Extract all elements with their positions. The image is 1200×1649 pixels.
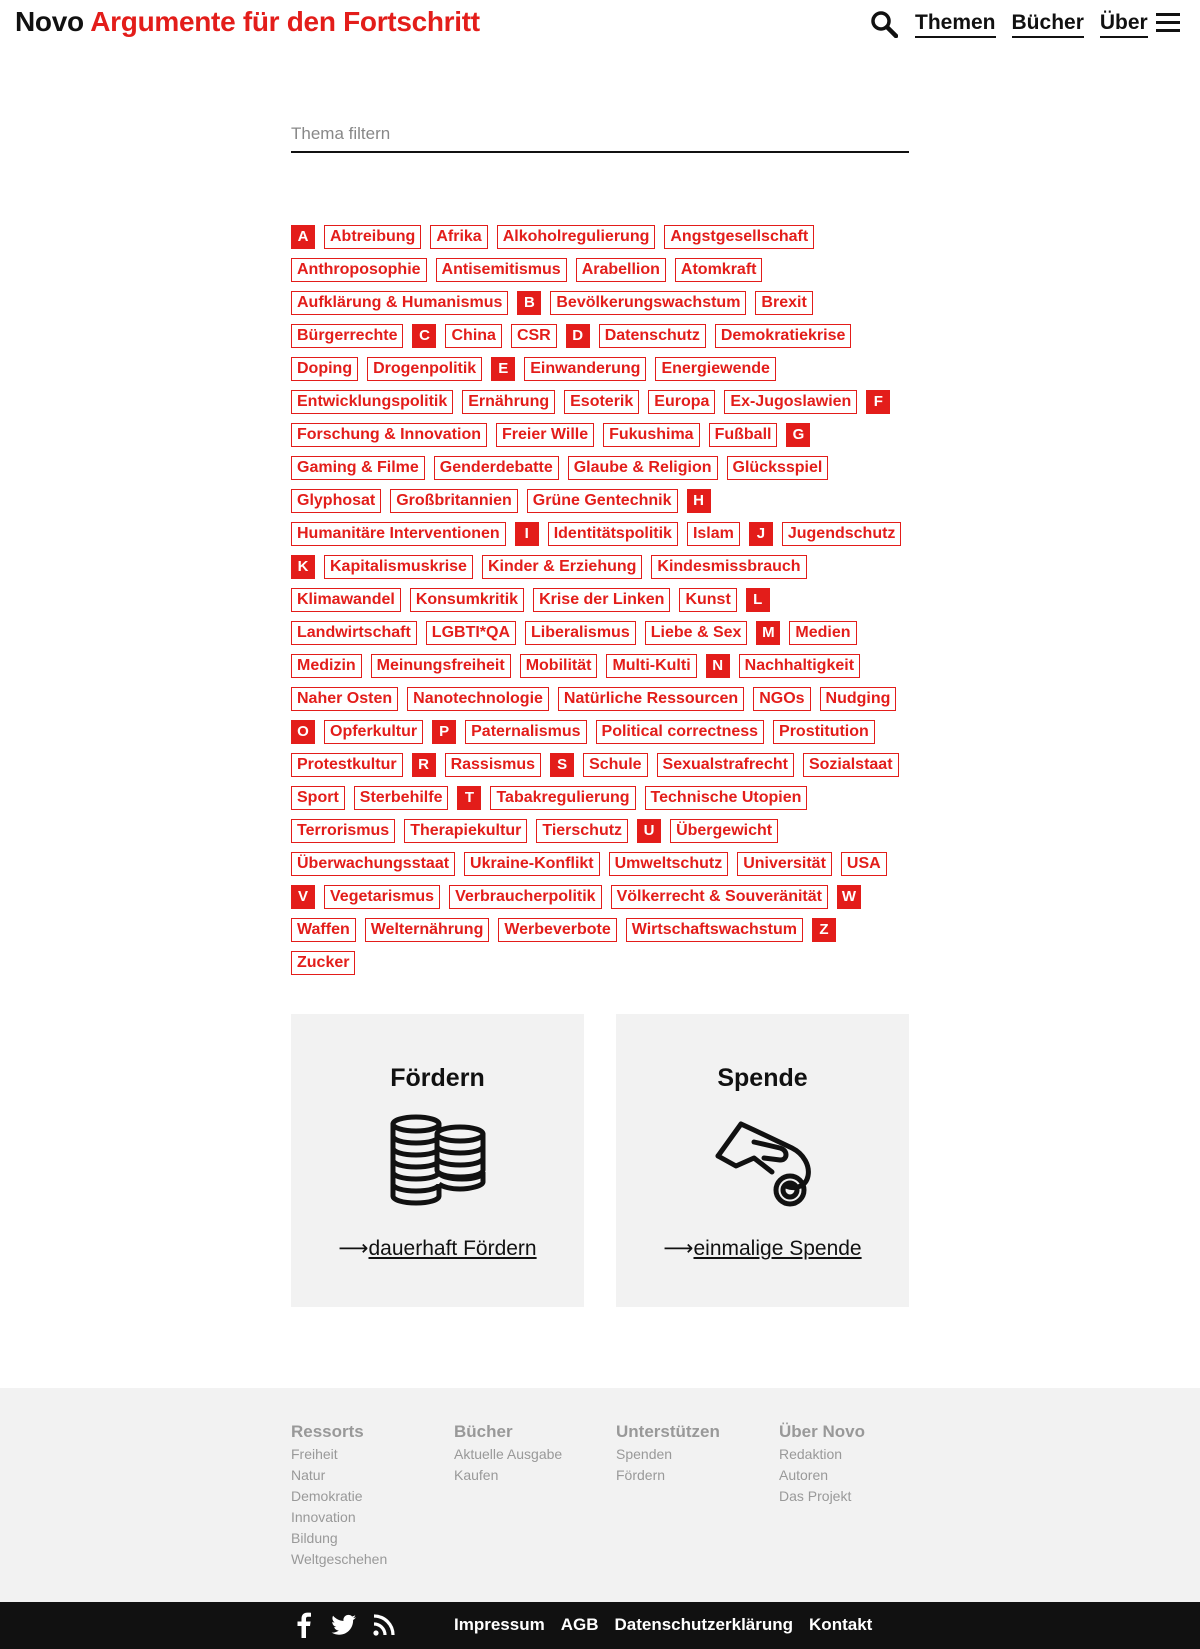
- topic-tag[interactable]: Political correctness: [596, 720, 765, 744]
- spende-cta: [616, 1236, 909, 1261]
- topic-tag[interactable]: Bevölkerungswachstum: [550, 291, 746, 315]
- topic-tag[interactable]: Großbritannien: [390, 489, 518, 513]
- topic-tag[interactable]: Nudging: [820, 687, 897, 711]
- rss-icon[interactable]: [371, 1612, 397, 1638]
- logo-brand: Novo: [15, 6, 84, 37]
- topic-tag[interactable]: Konsumkritik: [410, 588, 524, 612]
- topic-tag[interactable]: Opferkultur: [324, 720, 423, 744]
- twitter-icon[interactable]: [331, 1612, 357, 1638]
- search-icon[interactable]: [870, 10, 898, 38]
- letter-badge: V: [291, 885, 315, 909]
- topic-tag[interactable]: Europa: [648, 390, 715, 414]
- topic-tag[interactable]: Brexit: [755, 291, 812, 315]
- support-section: [291, 1014, 909, 1307]
- topic-tag[interactable]: Islam: [687, 522, 740, 546]
- letter-badge: N: [706, 654, 730, 678]
- topic-tag[interactable]: Angstgesellschaft: [664, 225, 814, 249]
- footer-col-title: Über Novo: [779, 1422, 865, 1441]
- footer-col-unterstuetzen: [616, 1422, 776, 1486]
- topic-tag[interactable]: Nachhaltigkeit: [739, 654, 860, 678]
- topic-tag[interactable]: Afrika: [430, 225, 487, 249]
- topic-tag[interactable]: Meinungsfreiheit: [371, 654, 511, 678]
- topic-tag[interactable]: Wirtschaftswachstum: [626, 918, 803, 942]
- footer-col-ressorts: [291, 1422, 451, 1570]
- letter-badge: D: [566, 324, 590, 348]
- topic-tag[interactable]: Universität: [737, 852, 832, 876]
- facebook-icon[interactable]: [291, 1612, 317, 1638]
- topic-tag[interactable]: Anthroposophie: [291, 258, 427, 282]
- topic-filter-input[interactable]: [291, 117, 909, 153]
- topic-tag[interactable]: Liebe & Sex: [645, 621, 748, 645]
- topic-tag[interactable]: Ukraine-Konflikt: [464, 852, 600, 876]
- footer-col-title: Ressorts: [291, 1422, 364, 1441]
- footer-link[interactable]: Autoren: [779, 1467, 829, 1483]
- topic-tag[interactable]: Sport: [291, 786, 345, 810]
- topic-tag[interactable]: Grüne Gentechnik: [527, 489, 678, 513]
- topic-tag[interactable]: Völkerrecht & Souveränität: [611, 885, 828, 909]
- topic-tag[interactable]: Fukushima: [603, 423, 699, 447]
- topic-tag[interactable]: Esoterik: [564, 390, 639, 414]
- letter-badge: L: [746, 588, 770, 612]
- topic-tag[interactable]: CSR: [511, 324, 557, 348]
- topic-tag[interactable]: Doping: [291, 357, 358, 381]
- topic-tag[interactable]: Einwanderung: [524, 357, 646, 381]
- footer-link[interactable]: Innovation: [291, 1509, 356, 1525]
- footer-link[interactable]: Aktuelle Ausgabe: [454, 1446, 563, 1462]
- letter-badge: T: [457, 786, 481, 810]
- arrow-right-icon: ⟶: [663, 1237, 694, 1260]
- letter-badge: B: [517, 291, 541, 315]
- topic-tag[interactable]: Liberalismus: [525, 621, 636, 645]
- letter-badge: H: [687, 489, 711, 513]
- topic-tag[interactable]: Landwirtschaft: [291, 621, 417, 645]
- kontakt-link[interactable]: Kontakt: [809, 1615, 873, 1634]
- topic-tag[interactable]: Identitätspolitik: [548, 522, 678, 546]
- topic-tag[interactable]: Aufklärung & Humanismus: [291, 291, 508, 315]
- spende-box: [616, 1014, 909, 1307]
- letter-badge: G: [786, 423, 810, 447]
- letter-badge: R: [412, 753, 436, 777]
- letter-badge: O: [291, 720, 315, 744]
- topic-tag[interactable]: Umweltschutz: [609, 852, 729, 876]
- topic-tag[interactable]: Humanitäre Interventionen: [291, 522, 506, 546]
- topic-tag[interactable]: Freier Wille: [496, 423, 594, 447]
- topic-tag[interactable]: Antisemitismus: [436, 258, 567, 282]
- topic-tag[interactable]: Atomkraft: [675, 258, 763, 282]
- topic-tag[interactable]: Demokratiekrise: [715, 324, 852, 348]
- topic-tag[interactable]: Paternalismus: [465, 720, 586, 744]
- topic-tag[interactable]: Naher Osten: [291, 687, 398, 711]
- site-logo[interactable]: [15, 6, 480, 38]
- topic-tag[interactable]: Rassismus: [445, 753, 542, 777]
- letter-badge: I: [515, 522, 539, 546]
- letter-badge: F: [866, 390, 890, 414]
- topic-tag[interactable]: Waffen: [291, 918, 356, 942]
- letter-badge: E: [491, 357, 515, 381]
- footer-link[interactable]: Spenden: [616, 1446, 673, 1462]
- topic-tag[interactable]: Schule: [583, 753, 647, 777]
- foerdern-cta: [291, 1236, 584, 1261]
- topic-tag[interactable]: Jugendschutz: [782, 522, 902, 546]
- topic-tag[interactable]: NGOs: [753, 687, 810, 711]
- social-links: [291, 1612, 397, 1638]
- site-header: [0, 0, 1200, 48]
- main-nav: [915, 10, 1148, 38]
- topic-tag[interactable]: Multi-Kulti: [606, 654, 696, 678]
- footer-link[interactable]: Weltgeschehen: [291, 1551, 388, 1567]
- topic-tag[interactable]: Fußball: [709, 423, 778, 447]
- topic-tag[interactable]: LGBTI*QA: [426, 621, 516, 645]
- letter-badge: W: [837, 885, 861, 909]
- topic-tag[interactable]: Medien: [789, 621, 856, 645]
- topic-tag[interactable]: Gaming & Filme: [291, 456, 425, 480]
- footer-link[interactable]: Redaktion: [779, 1446, 843, 1462]
- topic-tag[interactable]: Alkoholregulierung: [497, 225, 656, 249]
- footer-link[interactable]: Freiheit: [291, 1446, 338, 1462]
- topic-tag[interactable]: Zucker: [291, 951, 355, 975]
- topic-tag[interactable]: Terrorismus: [291, 819, 395, 843]
- topic-tag[interactable]: Tierschutz: [536, 819, 628, 843]
- letter-badge: Z: [812, 918, 836, 942]
- topic-tag[interactable]: Medizin: [291, 654, 362, 678]
- footer-link[interactable]: Das Projekt: [779, 1488, 852, 1504]
- topic-tag[interactable]: China: [445, 324, 501, 348]
- topic-tag[interactable]: Arabellion: [576, 258, 666, 282]
- footer-col-title: Unterstützen: [616, 1422, 720, 1441]
- topic-tag[interactable]: Protestkultur: [291, 753, 403, 777]
- dauerhaft-foerdern-link[interactable]: dauerhaft Fördern: [368, 1237, 537, 1260]
- topic-tag[interactable]: Kunst: [679, 588, 736, 612]
- legal-links: [454, 1615, 872, 1635]
- nav-ueber[interactable]: Über: [1100, 10, 1148, 38]
- letter-badge: S: [550, 753, 574, 777]
- topic-tag[interactable]: Glyphosat: [291, 489, 381, 513]
- topic-tag[interactable]: Prostitution: [773, 720, 875, 744]
- topic-tag[interactable]: Technische Utopien: [645, 786, 808, 810]
- logo-tagline: Argumente für den Fortschritt: [90, 6, 480, 37]
- topic-tag[interactable]: Tabakregulierung: [490, 786, 635, 810]
- arrow-right-icon: ⟶: [338, 1237, 369, 1260]
- topic-tag[interactable]: Sterbehilfe: [354, 786, 449, 810]
- footer-bottom-bar: [0, 1602, 1200, 1649]
- agb-link[interactable]: AGB: [560, 1615, 599, 1634]
- topic-tag[interactable]: Forschung & Innovation: [291, 423, 487, 447]
- topic-tag[interactable]: Glücksspiel: [727, 456, 829, 480]
- topic-tag[interactable]: Krise der Linken: [533, 588, 670, 612]
- topic-tag[interactable]: Werbeverbote: [498, 918, 616, 942]
- topic-tag[interactable]: Natürliche Ressourcen: [558, 687, 744, 711]
- topic-tag[interactable]: Abtreibung: [324, 225, 421, 249]
- site-footer: [0, 1388, 1200, 1602]
- topic-tag[interactable]: Glaube & Religion: [568, 456, 718, 480]
- hand-coin-icon: [714, 1114, 812, 1212]
- impressum-link[interactable]: Impressum: [454, 1615, 545, 1634]
- topic-tag[interactable]: Vegetarismus: [324, 885, 440, 909]
- footer-link[interactable]: Natur: [291, 1467, 326, 1483]
- topic-list: [291, 225, 911, 984]
- letter-badge: K: [291, 555, 315, 579]
- letter-badge: P: [432, 720, 456, 744]
- topic-tag[interactable]: Sozialstaat: [803, 753, 899, 777]
- footer-col-ueber-novo: [779, 1422, 939, 1507]
- footer-link[interactable]: Kaufen: [454, 1467, 499, 1483]
- topic-tag[interactable]: Kinder & Erziehung: [482, 555, 642, 579]
- footer-link[interactable]: Bildung: [291, 1530, 338, 1546]
- topic-tag[interactable]: Mobilität: [520, 654, 598, 678]
- topic-tag[interactable]: Energiewende: [655, 357, 775, 381]
- footer-col-title: Bücher: [454, 1422, 513, 1441]
- topic-tag[interactable]: USA: [841, 852, 887, 876]
- topic-tag[interactable]: Überwachungsstaat: [291, 852, 455, 876]
- footer-col-buecher: [454, 1422, 614, 1486]
- foerdern-box: [291, 1014, 584, 1307]
- topic-tag[interactable]: Ex-Jugoslawien: [724, 390, 857, 414]
- letter-badge: M: [756, 621, 780, 645]
- topic-tag[interactable]: Bürgerrechte: [291, 324, 403, 348]
- letter-badge: C: [412, 324, 436, 348]
- topic-tag[interactable]: Verbraucherpolitik: [449, 885, 602, 909]
- foerdern-title: Fördern: [390, 1064, 485, 1092]
- coins-icon: [389, 1114, 487, 1212]
- hamburger-menu-icon[interactable]: [1156, 13, 1180, 33]
- topic-tag[interactable]: Therapiekultur: [404, 819, 527, 843]
- topic-tag[interactable]: Entwicklungspolitik: [291, 390, 453, 414]
- letter-badge: U: [637, 819, 661, 843]
- topic-tag[interactable]: Klimawandel: [291, 588, 401, 612]
- nav-themen[interactable]: Themen: [915, 10, 996, 38]
- footer-link[interactable]: Fördern: [616, 1467, 666, 1483]
- topic-tag[interactable]: Ernährung: [462, 390, 555, 414]
- topic-tag[interactable]: Kapitalismuskrise: [324, 555, 473, 579]
- letter-badge: A: [291, 225, 315, 249]
- einmalige-spende-link[interactable]: einmalige Spende: [693, 1237, 862, 1260]
- footer-link[interactable]: Demokratie: [291, 1488, 363, 1504]
- topic-tag[interactable]: Genderdebatte: [434, 456, 559, 480]
- letter-badge: J: [749, 522, 773, 546]
- topic-tag[interactable]: Sexualstrafrecht: [657, 753, 794, 777]
- topic-tag[interactable]: Drogenpolitik: [367, 357, 482, 381]
- topic-tag[interactable]: Kindesmissbrauch: [651, 555, 806, 579]
- topic-tag[interactable]: Übergewicht: [670, 819, 778, 843]
- topic-tag[interactable]: Welternährung: [365, 918, 490, 942]
- nav-buecher[interactable]: Bücher: [1012, 10, 1084, 38]
- spende-title: Spende: [717, 1064, 808, 1092]
- topic-tag[interactable]: Datenschutz: [599, 324, 706, 348]
- datenschutz-link[interactable]: Datenschutzerklärung: [614, 1615, 794, 1634]
- topic-tag[interactable]: Nanotechnologie: [407, 687, 549, 711]
